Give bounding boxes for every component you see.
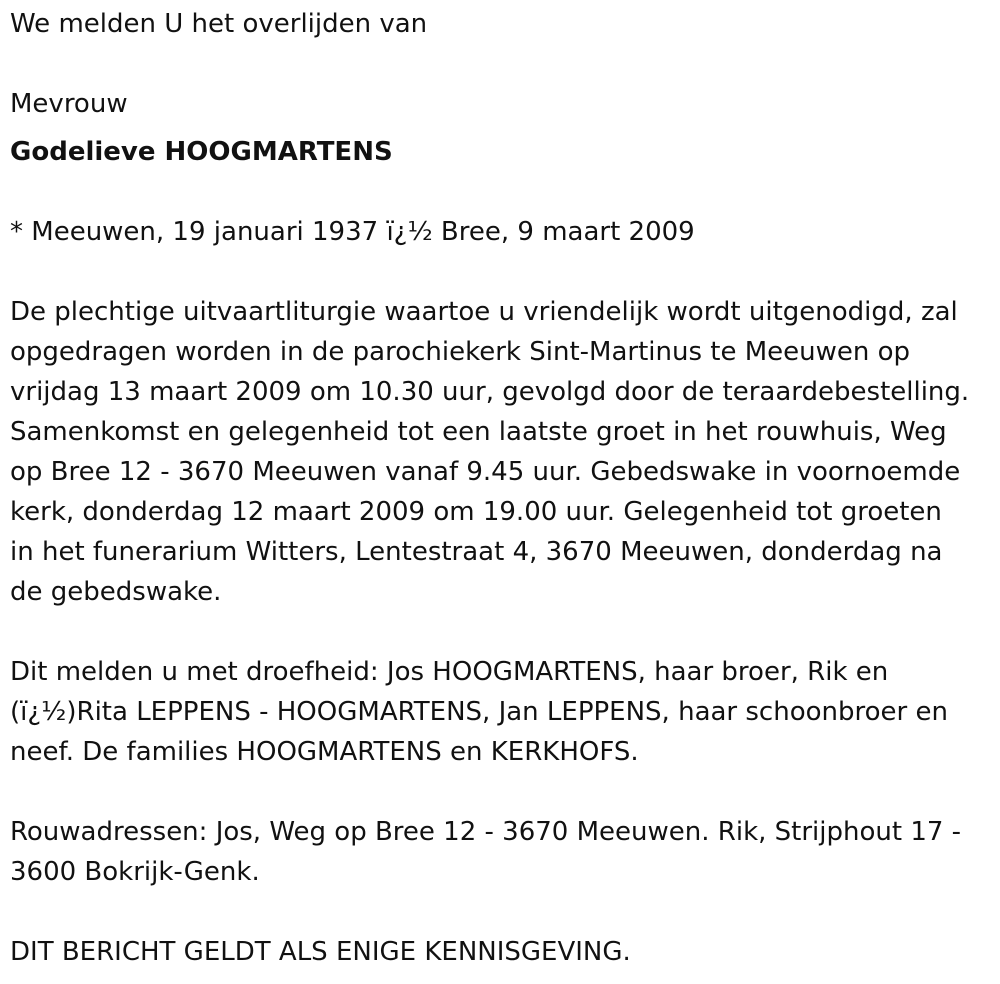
life-dates: * Meeuwen, 19 januari 1937 ï¿½ Bree, 9 maart 2009 xyxy=(10,217,695,247)
paragraph-line: opgedragen worden in de parochiekerk Sint-Martinus te Meeuwen op xyxy=(10,337,911,367)
paragraph-line: Samenkomst en gelegenheid tot een laatste groet in het rouwhuis, Weg xyxy=(10,417,947,447)
family-paragraph xyxy=(10,652,995,772)
intro-text: We melden U het overlijden van xyxy=(10,9,428,39)
paragraph-line: Rouwadressen: Jos, Weg op Bree 12 - 3670 Meeuwen. Rik, Strijphout 17 - xyxy=(10,817,962,847)
paragraph-line: vrijdag 13 maart 2009 om 10.30 uur, gevolgd door de teraardebestelling. xyxy=(10,377,970,407)
liturgy-paragraph xyxy=(10,292,995,612)
paragraph-line: neef. De families HOOGMARTENS en KERKHOFS. xyxy=(10,737,639,767)
paragraph-line: De plechtige uitvaartliturgie waartoe u vriendelijk wordt uitgenodigd, zal xyxy=(10,297,958,327)
salutation: Mevrouw xyxy=(10,89,128,119)
paragraph-line: de gebedswake. xyxy=(10,577,222,607)
paragraph-line: Dit melden u met droefheid: Jos HOOGMARTENS, haar broer, Rik en xyxy=(10,657,889,687)
address-paragraph xyxy=(10,812,995,892)
paragraph-line: in het funerarium Witters, Lentestraat 4, 3670 Meeuwen, donderdag na xyxy=(10,537,943,567)
closing-statement: DIT BERICHT GELDT ALS ENIGE KENNISGEVING. xyxy=(10,937,631,967)
paragraph-line: 3600 Bokrijk-Genk. xyxy=(10,857,260,887)
death-notice xyxy=(10,4,995,972)
paragraph-line: (ï¿½)Rita LEPPENS - HOOGMARTENS, Jan LEPPENS, haar schoonbroer en xyxy=(10,697,948,727)
paragraph-line: op Bree 12 - 3670 Meeuwen vanaf 9.45 uur. Gebedswake in voornoemde xyxy=(10,457,961,487)
paragraph-line: kerk, donderdag 12 maart 2009 om 19.00 uur. Gelegenheid tot groeten xyxy=(10,497,942,527)
deceased-name: Godelieve HOOGMARTENS xyxy=(10,137,393,167)
